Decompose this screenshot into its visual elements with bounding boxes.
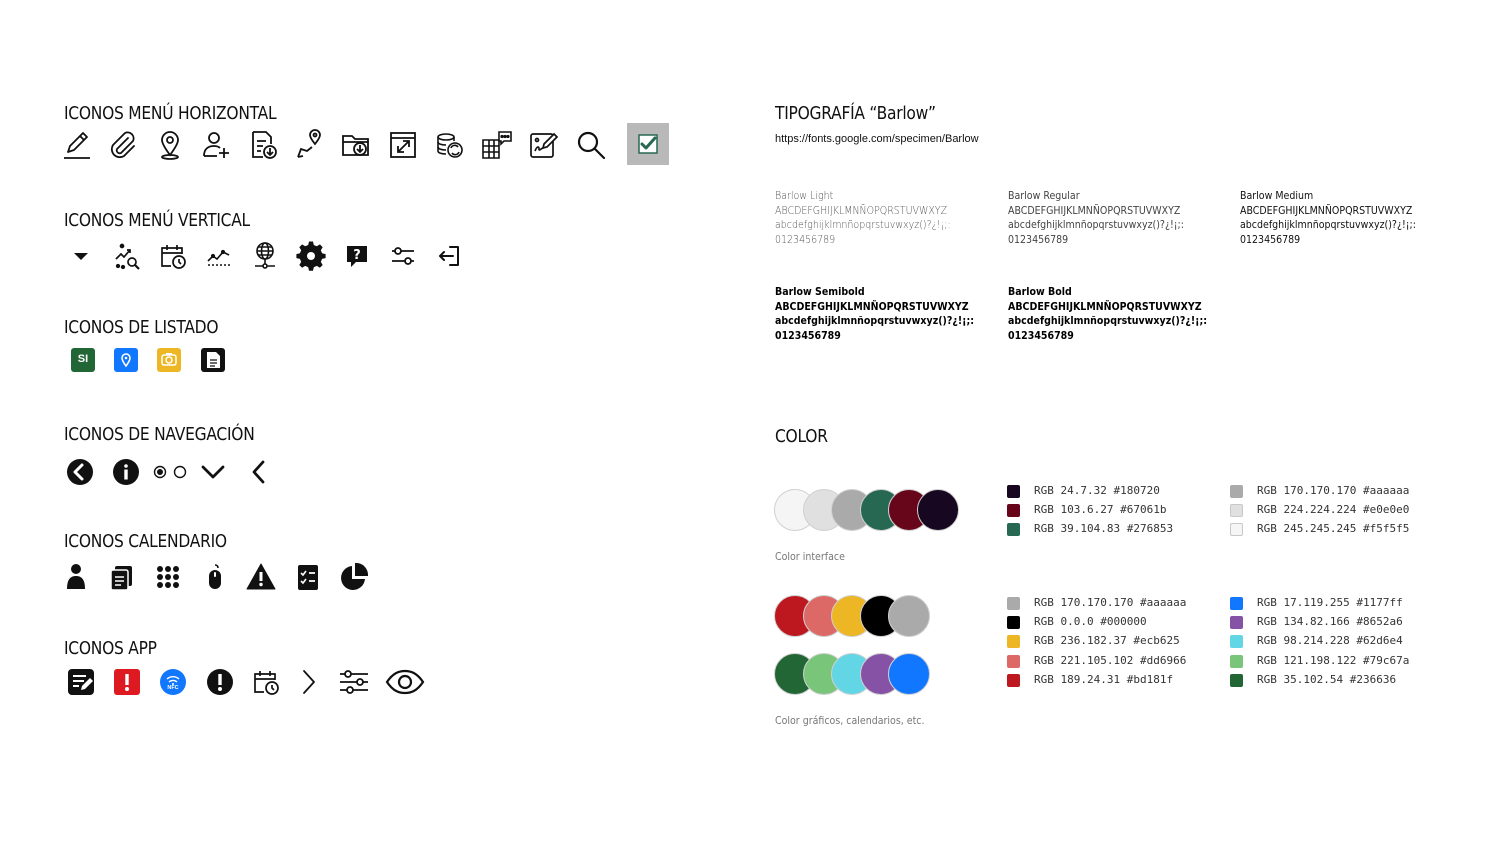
pie-chart-icon xyxy=(337,560,371,594)
section-title-menu-vertical: ICONOS MENÚ VERTICAL xyxy=(64,210,250,231)
color-swatch-label: RGB 224.224.224 #e0e0e0 xyxy=(1257,503,1410,517)
pencil-icon xyxy=(60,128,94,162)
color-swatch-label: RGB 170.170.170 #aaaaaa xyxy=(1257,484,1410,497)
sliders-icon[interactable] xyxy=(337,665,371,699)
line-chart-icon[interactable] xyxy=(202,239,236,273)
font-upper: ABCDEFGHIJKLMNÑOPQRSTUVWXYZ xyxy=(775,299,969,313)
font-digits: 0123456789 xyxy=(775,328,841,342)
back-circle-icon[interactable] xyxy=(63,455,97,489)
color-swatch-label: RGB 17.119.255 #1177ff xyxy=(1257,596,1403,609)
font-name: Barlow Medium xyxy=(1240,189,1314,202)
radio-empty-icon[interactable] xyxy=(169,461,191,483)
person-icon xyxy=(59,560,93,594)
font-lower: abcdefghijklmnñopqrstuvwxyz()?¿!¡;: xyxy=(775,218,951,231)
color-swatch xyxy=(1230,523,1243,536)
color-swatch xyxy=(1007,597,1020,610)
chevron-left-icon[interactable] xyxy=(242,455,276,489)
paperclip-icon xyxy=(106,128,140,162)
font-digits: 0123456789 xyxy=(1008,232,1069,246)
logout-icon[interactable] xyxy=(432,239,466,273)
color-swatch xyxy=(1230,597,1243,610)
font-sample-light xyxy=(775,189,951,247)
folder-download-icon xyxy=(339,128,373,162)
font-digits: 0123456789 xyxy=(1008,328,1074,342)
font-sample-bold xyxy=(1008,285,1207,343)
nfc-icon[interactable] xyxy=(156,665,190,699)
color-swatch xyxy=(1007,655,1020,668)
color-swatch xyxy=(1230,674,1243,687)
si-badge-text: SI xyxy=(77,353,89,365)
camera-badge-icon[interactable] xyxy=(152,343,186,377)
nfc-label: NFC xyxy=(167,685,179,691)
font-sample-semibold xyxy=(775,285,974,343)
coins-sync-icon xyxy=(432,128,466,162)
section-title-calendario: ICONOS CALENDARIO xyxy=(64,531,227,552)
gear-icon[interactable] xyxy=(294,239,328,273)
section-title-color: COLOR xyxy=(775,426,828,447)
color-circle xyxy=(917,489,959,531)
checkbox-checked-icon[interactable] xyxy=(627,123,669,165)
font-lower: abcdefghijklmnñopqrstuvwxyz()?¿!¡;: xyxy=(1008,218,1184,231)
font-upper: ABCDEFGHIJKLMNÑOPQRSTUVWXYZ xyxy=(1240,203,1413,217)
font-sample-regular xyxy=(1008,189,1184,247)
document-download-icon xyxy=(246,128,280,162)
chevron-down-icon[interactable] xyxy=(196,455,230,489)
color-swatch xyxy=(1007,635,1020,648)
search-icon[interactable] xyxy=(574,128,608,162)
font-upper: ABCDEFGHIJKLMNÑOPQRSTUVWXYZ xyxy=(1008,203,1181,217)
color-swatch xyxy=(1007,485,1020,498)
warning-icon xyxy=(244,560,278,594)
color-swatch-label: RGB 221.105.102 #dd6966 xyxy=(1034,653,1187,667)
charts-caption: Color gráficos, calendarios, etc. xyxy=(775,714,925,727)
chart-search-icon[interactable] xyxy=(110,239,144,273)
document-badge-icon[interactable] xyxy=(196,343,230,377)
grid-chat-icon xyxy=(479,128,513,162)
route-pin-icon xyxy=(292,128,326,162)
font-sample-medium xyxy=(1240,189,1416,247)
signature-icon xyxy=(526,128,560,162)
expand-window-icon xyxy=(386,128,420,162)
color-swatch-label: RGB 39.104.83 #276853 xyxy=(1034,522,1174,536)
svg-text:?: ? xyxy=(353,248,361,263)
color-swatch xyxy=(1007,504,1020,517)
location-badge-icon[interactable] xyxy=(109,343,143,377)
color-swatch xyxy=(1230,655,1243,668)
add-user-icon xyxy=(199,128,233,162)
map-pin-icon xyxy=(153,128,187,162)
font-lower: abcdefghijklmnñopqrstuvwxyz()?¿!¡;: xyxy=(775,314,975,327)
color-swatch-label: RGB 170.170.170 #aaaaaa xyxy=(1034,596,1187,609)
font-lower: abcdefghijklmnñopqrstuvwxyz()?¿!¡;: xyxy=(1008,314,1208,327)
font-name: Barlow Semibold xyxy=(775,285,865,298)
color-swatch xyxy=(1230,616,1243,629)
edit-note-icon[interactable] xyxy=(64,665,98,699)
help-chat-icon[interactable] xyxy=(340,239,374,273)
section-title-navegacion: ICONOS DE NAVEGACIÓN xyxy=(64,424,255,445)
section-title-listado: ICONOS DE LISTADO xyxy=(64,317,219,338)
color-swatch-label: RGB 121.198.122 #79c67a xyxy=(1257,653,1410,667)
alert-square-icon[interactable] xyxy=(110,665,144,699)
font-lower: abcdefghijklmnñopqrstuvwxyz()?¿!¡;: xyxy=(1240,218,1416,231)
color-swatch-label: RGB 103.6.27 #67061b xyxy=(1034,503,1167,517)
color-swatch xyxy=(1007,674,1020,687)
mouse-icon xyxy=(198,560,232,594)
color-swatch xyxy=(1230,635,1243,648)
interface-caption: Color interface xyxy=(775,550,845,563)
font-name: Barlow Bold xyxy=(1008,285,1072,298)
color-circle xyxy=(888,595,930,637)
calendar-clock-icon[interactable] xyxy=(249,665,283,699)
caret-down-icon[interactable] xyxy=(64,239,98,273)
checklist-icon xyxy=(291,560,325,594)
section-title-app: ICONOS APP xyxy=(64,638,157,659)
font-name: Barlow Light xyxy=(775,189,834,202)
color-swatch-label: RGB 35.102.54 #236636 xyxy=(1257,672,1397,686)
font-upper: ABCDEFGHIJKLMNÑOPQRSTUVWXYZ xyxy=(775,203,948,217)
font-upper: ABCDEFGHIJKLMNÑOPQRSTUVWXYZ xyxy=(1008,299,1202,313)
color-swatch xyxy=(1007,523,1020,536)
info-circle-icon[interactable] xyxy=(109,455,143,489)
font-name: Barlow Regular xyxy=(1008,189,1080,202)
typography-url[interactable]: https://fonts.google.com/specimen/Barlow xyxy=(775,133,979,145)
color-swatch xyxy=(1230,504,1243,517)
color-swatch-label: RGB 24.7.32 #180720 xyxy=(1034,484,1160,497)
si-badge-icon[interactable] xyxy=(66,343,100,377)
color-swatch-label: RGB 0.0.0 #000000 xyxy=(1034,615,1147,629)
sliders-icon[interactable] xyxy=(386,239,420,273)
color-swatch-label: RGB 189.24.31 #bd181f xyxy=(1034,672,1174,686)
section-title-menu-horizontal: ICONOS MENÚ HORIZONTAL xyxy=(64,103,277,124)
calendar-clock-icon[interactable] xyxy=(156,239,190,273)
globe-network-icon[interactable] xyxy=(248,239,282,273)
font-digits: 0123456789 xyxy=(1240,232,1301,246)
color-swatch-label: RGB 245.245.245 #f5f5f5 xyxy=(1257,522,1410,536)
color-swatch-label: RGB 98.214.228 #62d6e4 xyxy=(1257,634,1403,648)
color-swatch xyxy=(1230,485,1243,498)
eye-icon[interactable] xyxy=(384,665,426,699)
color-swatch xyxy=(1007,616,1020,629)
keypad-icon xyxy=(151,560,185,594)
color-swatch-label: RGB 236.182.37 #ecb625 xyxy=(1034,634,1180,648)
color-circle xyxy=(888,653,930,695)
copy-document-icon xyxy=(105,560,139,594)
chevron-right-icon[interactable] xyxy=(292,665,326,699)
alert-circle-icon[interactable] xyxy=(203,665,237,699)
font-digits: 0123456789 xyxy=(775,232,836,246)
section-title-tipografia: TIPOGRAFÍA “Barlow” xyxy=(775,103,936,124)
color-swatch-label: RGB 134.82.166 #8652a6 xyxy=(1257,615,1403,629)
